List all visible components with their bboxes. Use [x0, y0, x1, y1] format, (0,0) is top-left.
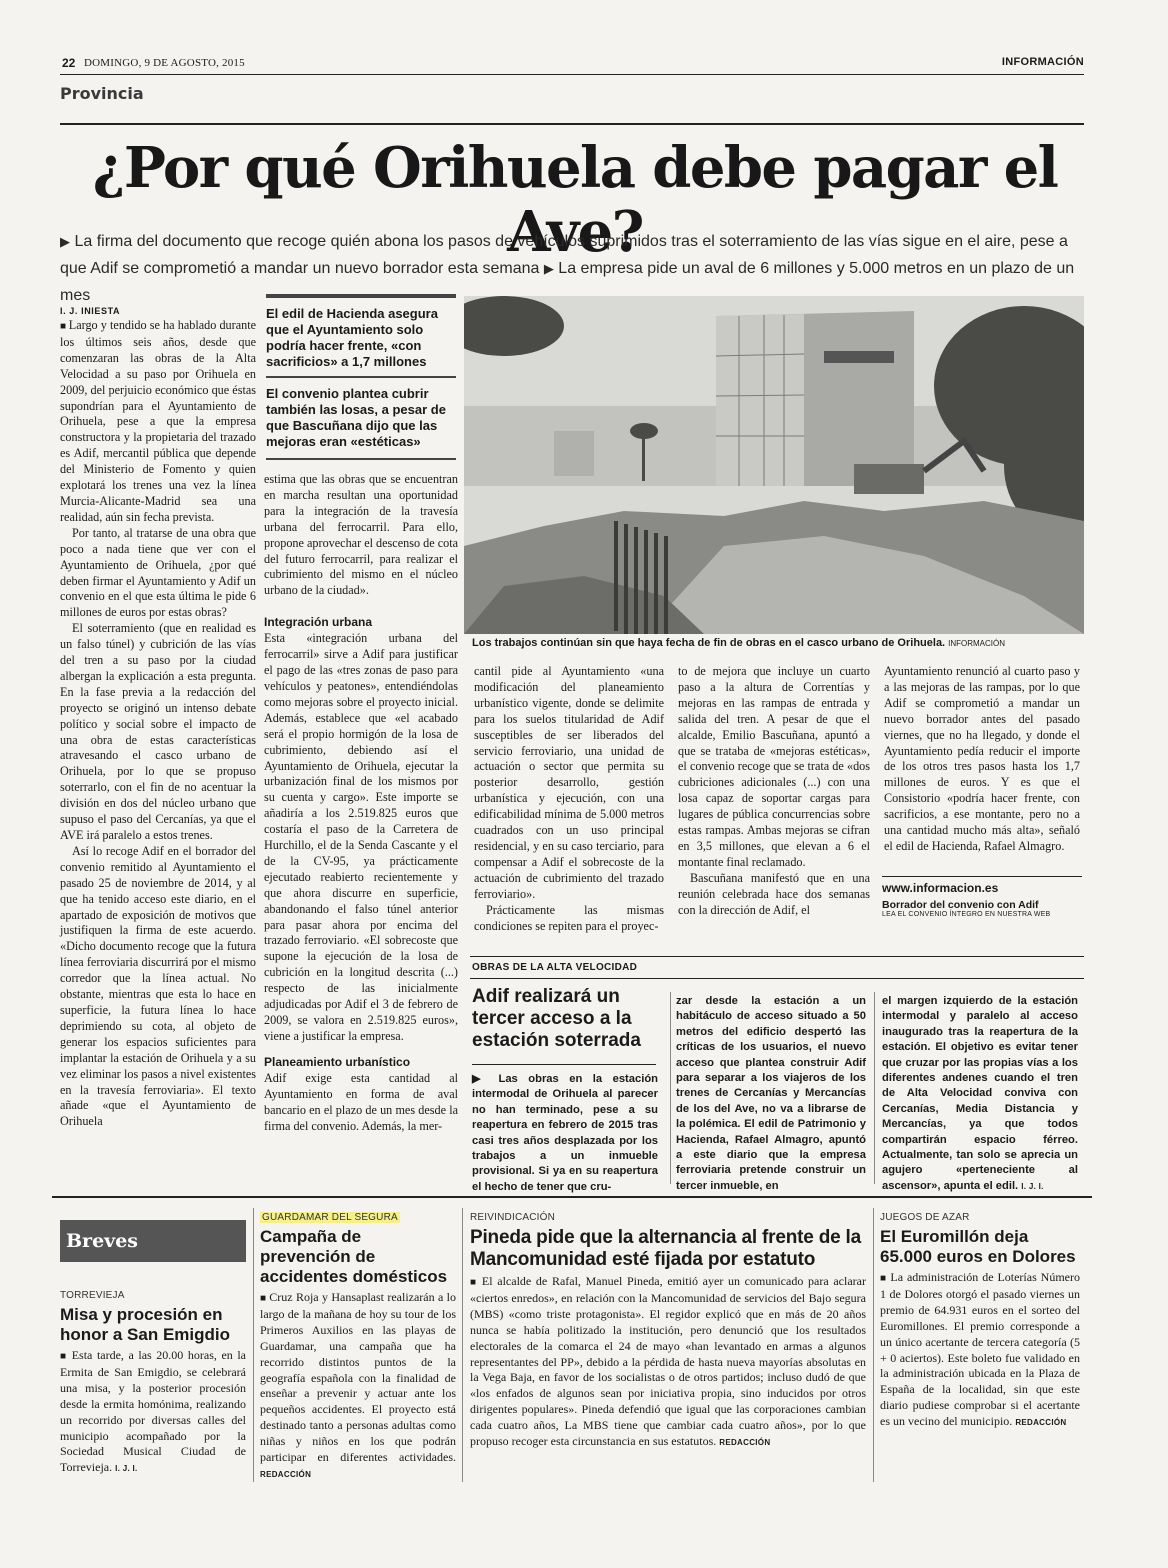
- brief-signature: I. J. I.: [115, 1464, 138, 1474]
- web-title: Borrador del convenio con Adif: [882, 899, 1039, 911]
- sidebar-headline-rule: [472, 1064, 656, 1065]
- paragraph: Adif exige esta cantidad al Ayuntamiento en forma de aval bancario en el plazo de un mes desde la firma del convenio. Además, la mer-: [264, 1070, 458, 1133]
- pull-quote-2: El convenio plantea cubrir también las losas, a pesar de que Bascuñana dijo que las mejoras eran «estéticas»: [266, 386, 446, 449]
- webbox-rule: [882, 876, 1082, 877]
- brief-kicker: JUEGOS DE AZAR: [880, 1212, 970, 1223]
- sidebar-signature: I. J. I.: [1021, 1181, 1044, 1191]
- paragraph: El soterramiento (que en realidad es un falso túnel) y cubrición de las vías del tren a su paso por la ciudad albergan la explicación a esta pregunta. En la fase previa a la redacción del proyecto se originó un intenso debate político y social sobre el impacto de una obra de estas características atravesando el casco urbano de Orihuela, por lo que se propuso soterrarlo, con el fin de no acentuar la división en dos del núcleo urbano que supuso el paso del Cercanías, ya que el AVE irá paralelo a estos trenes.: [60, 621, 256, 842]
- subheading-planeamiento: Planeamiento urbanístico: [264, 1054, 411, 1069]
- article-column-2: [264, 472, 458, 1134]
- brief-kicker: REIVINDICACIÓN: [470, 1212, 556, 1223]
- sidebar-kicker: OBRAS DE LA ALTA VELOCIDAD: [472, 962, 638, 973]
- brief-euromillon: [880, 1212, 1080, 1430]
- brief-headline: Campaña de prevención de accidentes domésticos: [260, 1227, 448, 1286]
- sidebar-kicker-rule: [470, 978, 1084, 979]
- paragraph: cantil pide al Ayuntamiento «una modificación del planeamiento urbanístico vigente, donde se delimite para los suelos titularidad de Adif susceptibles de ser liberados del servicio ferroviario, una unidad de actuación o sector que permita su posterior desarrollo, gestión urbanística y ejecución, con una edificabilidad mínima de 5.000 metros cuadrados con un uso principal residencial, y en su caso terciario, para compensar a Adif el sobrecoste de la actuación de cubrimiento del trazado ferroviario».: [474, 664, 664, 901]
- brief-body: ■ Esta tarde, a las 20.00 horas, en la Ermita de San Emigdio, se celebrará una misa, y la posterior procesión desde la ermita homónima, realizando un recorrido por diversas calles del municipio acompañado por la Sociedad Musical Ciudad de Torrevieja. I. J. I.: [60, 1348, 247, 1475]
- web-reference-box: [882, 881, 1092, 937]
- brief-signature: REDACCIÓN: [1015, 1418, 1067, 1428]
- sidebar-column-3: el margen izquierdo de la estación intermodal y paralelo al acceso inaugurado tras la reapertura de la estación. El objetivo es evitar tener que cruzar por las propias vías a los diferentes andenes cuando el tren de Alta Velocidad conviva con Cercanías, Media Distancia y Mercancías, ya que todos compartirán espacio férreo. Actualmente, tan solo se aprecia un agujero «perteneciente al ascensor», apunta el edil. I. J. I.: [882, 995, 1078, 1192]
- paragraph: Bascuñana manifestó que en una reunión celebrada hace dos semanas con la dirección de Adif, el: [678, 870, 870, 917]
- brief-headline: Pineda pide que la alternancia al frente de la Mancomunidad esté fijada por estatuto: [470, 1227, 861, 1270]
- subheading-integracion: Integración urbana: [264, 615, 373, 630]
- pullquote-divider: [266, 376, 456, 378]
- sidebar-divider-2: [874, 992, 875, 1184]
- square-bullet-icon: ■: [260, 1293, 270, 1304]
- paragraph: Así lo recoge Adif en el borrador del convenio remitido al Ayuntamiento el pasado 25 de noviembre de 2014, y al que ha tenido acceso este diario, en el apartado de exposición de motivos que justifiquen la firma de este acuerdo. «Dicho documento recoge que la futura línea ferroviaria discurrirá por el mismo corredor que la línea actual. No obstante, mientras que esta lo hace en superficie, la futura línea lo hace deprimiendo su cota, al objeto de generar los espacios suficientes para implantar la estación de Orihuela y a su vez eliminar los pasos a nivel existentes en la travesía ferroviaria». El texto añade «que el Ayuntamiento de Orihuela: [60, 843, 256, 1129]
- construction-photo: [464, 296, 1084, 634]
- brief-kicker: GUARDAMAR DEL SEGURA: [262, 1212, 398, 1223]
- masthead: [60, 56, 1084, 76]
- subhead-part-1: La firma del documento que recoge quién abona los pasos de vehículos suprimidos tras el soterramiento de las vías sigue en el aire, pese a que Adif se comprometió a mandar un nuevo borrador esta semana: [60, 233, 1068, 277]
- subhead-part-2: La empresa pide un aval de 6 millones y 5.000 metros en un plazo de un mes: [60, 260, 1075, 304]
- brief-pineda: [470, 1212, 866, 1450]
- construction-site-illustration: [464, 296, 1084, 634]
- square-bullet-icon: ■: [60, 321, 69, 332]
- brief-headline: El Euromillón deja 65.000 euros en Dolores: [880, 1227, 1076, 1266]
- triangle-bullet-icon: ▶: [543, 261, 554, 276]
- byline: I. J. INIESTA: [60, 306, 121, 316]
- brief-signature: REDACCIÓN: [260, 1469, 312, 1479]
- brief-headline: Misa y procesión en honor a San Emigdio: [60, 1305, 231, 1344]
- square-bullet-icon: ■: [60, 1351, 72, 1362]
- issue-date: DOMINGO, 9 DE AGOSTO, 2015: [84, 57, 245, 69]
- section-rule: [60, 123, 1084, 125]
- sidebar-divider-1: [670, 992, 671, 1184]
- pullquote-rule: [266, 294, 456, 298]
- pull-quote-1: El edil de Hacienda asegura que el Ayuntamiento solo podría hacer frente, «con sacrificios» a 1,7 millones: [266, 306, 438, 369]
- paragraph: Por tanto, al tratarse de una obra que poco a nada tiene que ver con el Ayuntamiento de Orihuela, ¿por qué deben firmar el Ayuntamiento y Adif un convenio en el que esta última le pide 6 millones de euros por estas obras?: [60, 525, 256, 620]
- sidebar-column-2: zar desde la estación a un habitáculo de acceso situado a 50 metros del edificio despertó las críticas de los usuarios, el nuevo acceso que plantea construir Adif para separar a los viajeros de los trenes de Cercanías y Mercancías de los del Ave, no va a librarse de la polémica. El edil de Patrimonio y Hacienda, Rafael Almagro, apuntó a este diario que la empresa ferroviaria pretende construir un tercer inmueble, en: [676, 995, 866, 1192]
- brief-body: ■ El alcalde de Rafal, Manuel Pineda, emitió ayer un comunicado para aclarar «ciertos enredos», en relación con la Mancomunidad de servicios del Bajo segura (MBS) «como triste protagonista». El regidor explicó que en más de 20 años nunca se había politizado la institución, pero denunció que los resultados electorales de la comarca el 24 de mayo «han levantado en armas a algunos representantes del PP», debido a la pérdida de hasta nueva mayorías absolutas en la Vega Baja, en favor de los socialistas o de otros partidos; incluso dudó de que «los enfados de algunos sean por iniciativa propia, sino inducidos por otros dirigentes populares». Pineda defendió que igual que las corporaciones cambian cada cuatro años, La MBS tiene que cambiar cada cuatro años», por lo que propuso recoger esta circunstancia en sus estatutos. REDACCIÓN: [470, 1274, 866, 1449]
- brief-guardamar: [260, 1212, 456, 1482]
- brief-torrevieja: [60, 1290, 246, 1476]
- sidebar-top-rule: [470, 956, 1084, 957]
- sidebar-headline: Adif realizará un tercer acceso a la estación soterrada: [472, 986, 641, 1051]
- triangle-bullet-icon: ▶: [472, 1073, 499, 1085]
- paragraph: Esta «integración urbana del ferrocarril» sirve a Adif para justificar el pago de las «tres zonas de paso para vehículos y peatones», entendiéndolas como mejoras sobre el proyecto inicial. Además, establece que «el acabado será el propio hormigón de la losa de cubrimiento, debiendo así el Ayuntamiento de Orihuela, ejecutar la urbanización final de los mismos por su cuenta y cargo». Este importe se añadiría a los 2.519.825 euros que costaría el paso de la Carretera de Hurchillo, el de la Senda Cascante y el de la CV-95, ya prácticamente ejecutado reabierto recientemente y que ahora discurre en superficie, abandonando el falso túnel anterior para pasar ahora por encima del trazado ferroviario. «El sobrecoste que supone la ejecución de la losa de cubrición en la longitud descrita (...) respecto de las inicialmente adjudicadas por Adif el 3 de febrero de 2009, se valora en 2.519.825 euros», viene a justificar la empresa.: [264, 631, 458, 1043]
- section-title: Provincia: [60, 84, 144, 103]
- brief-divider: [462, 1208, 463, 1482]
- newspaper-name: INFORMACIÓN: [1001, 56, 1084, 68]
- masthead-rule: [60, 74, 1084, 75]
- sidebar-column-1: ▶ Las obras en la estación intermodal de Orihuela al parecer no han terminado, pese a su reapertura en febrero de 2015 tras casi tres años desplazada por los trabajos a un inmueble provisional. Si ya en su reapertura el hecho de tener que cru-: [472, 1073, 659, 1193]
- paragraph: estima que las obras que se encuentran en marcha resultan una oportunidad para la integración de la travesía urbana del ferrocarril. Para ello, propone aprovechar el descenso de cota del futuro ferrocarril, para realizar el cubrimiento del mismo en el núcleo urbano de la ciudad».: [264, 472, 458, 598]
- article-column-3: [474, 664, 664, 934]
- brief-signature: REDACCIÓN: [719, 1438, 771, 1448]
- pullquote-rule-bottom: [266, 458, 456, 460]
- paragraph: to de mejora que incluye un cuarto paso a la altura de Correntías y mejoras en las rampas de entrada y salida del tren. A pesar de que el alcalde, Emilio Bascuñana, apuntó a que se trataba de «mejoras estéticas», el convenio recoge que se trata de «dos cubriciones adicionales (...) con una losa capaz de soportar cargas para lugares de pública concurrencias sobre estas rampas. Ambas mejoras se cifran en 3,5 millones, que elevan a 6 el montante final reclamado.: [678, 664, 870, 869]
- triangle-bullet-icon: ▶: [60, 234, 70, 249]
- square-bullet-icon: ■: [880, 1273, 891, 1284]
- brief-body: ■ La administración de Loterías Número 1 de Dolores otorgó el pasado viernes un premio de 64.931 euros en el sorteo del Euromillones. El premio corresponde a un único acertante de tercera categoría (5 + 0 aciertos). Este boleto fue validado en la administración ubicada en la Plaza de España de la localidad, sin que este diario pudiese comprobar si el acertante es un vecino del municipio. REDACCIÓN: [880, 1270, 1081, 1429]
- main-headline: ¿Por qué Orihuela debe pagar el Ave?: [92, 135, 1058, 265]
- paragraph: Prácticamente las mismas condiciones se repiten para el proyec-: [474, 902, 664, 933]
- breves-label: Breves: [60, 1220, 246, 1262]
- page-number: 22: [62, 56, 76, 70]
- article-column-1: [60, 306, 256, 1130]
- caption-text: Los trabajos continúan sin que haya fecha de fin de obras en el casco urbano de Orihuela.: [472, 637, 946, 649]
- web-url[interactable]: www.informacion.es: [882, 881, 999, 895]
- photo-caption: [472, 637, 1092, 649]
- breves-top-rule: [52, 1196, 1092, 1198]
- brief-divider: [873, 1208, 874, 1482]
- article-column-4: [678, 664, 870, 919]
- square-bullet-icon: ■: [470, 1277, 482, 1288]
- paragraph: ■ Largo y tendido se ha hablado durante los últimos seis años, desde que comenzaran las obras de la Alta Velocidad a su paso por Orihuela en 2009, del perjuicio económico que éstas supondrían para el Ayuntamiento de Orihuela, pese a que la empresa constructora y la propietaria del trazado es Adif, mercantil pública que depende del Ministerio de Fomento y quien explotará los trenes una vez la línea Murcia-Alicante-Madrid sea una realidad, aún sin fecha prevista.: [60, 318, 257, 524]
- brief-body: ■ Cruz Roja y Hansaplast realizarán a lo largo de la mañana de hoy su tour de los Primeros Auxilios en las playas de Guardamar, una campaña que ha recorrido distintos puntos de la geografía española con la finalidad de enseñar a prevenir y actuar ante los pequeños accidentes. El proyecto está destinado tanto a personas adultas como niñas y niños en los que podrán participar en diferentes actividades. REDACCIÓN: [260, 1290, 457, 1479]
- paragraph: Ayuntamiento renunció al cuarto paso y a las mejoras de las rampas, por lo que Adif se comprometió a mandar un nuevo borrador antes del pasado viernes, que no ha llegado, y donde el Ayuntamiento pedía reducir el importe de los otros tres pasos hasta los 1,7 millones de euros. Y es que el Consistorio «podría hacer frente, con sacrificios, a ese montante, pero no a una cantidad mucho más alta», señaló el edil de Hacienda, Rafael Almagro.: [884, 664, 1080, 853]
- photo-credit: INFORMACIÓN: [948, 639, 1006, 648]
- web-subtitle: LEA EL CONVENIO ÍNTEGRO EN NUESTRA WEB: [882, 911, 1051, 918]
- brief-divider: [253, 1208, 254, 1482]
- brief-kicker: TORREVIEJA: [60, 1290, 125, 1301]
- article-column-5: [884, 664, 1080, 855]
